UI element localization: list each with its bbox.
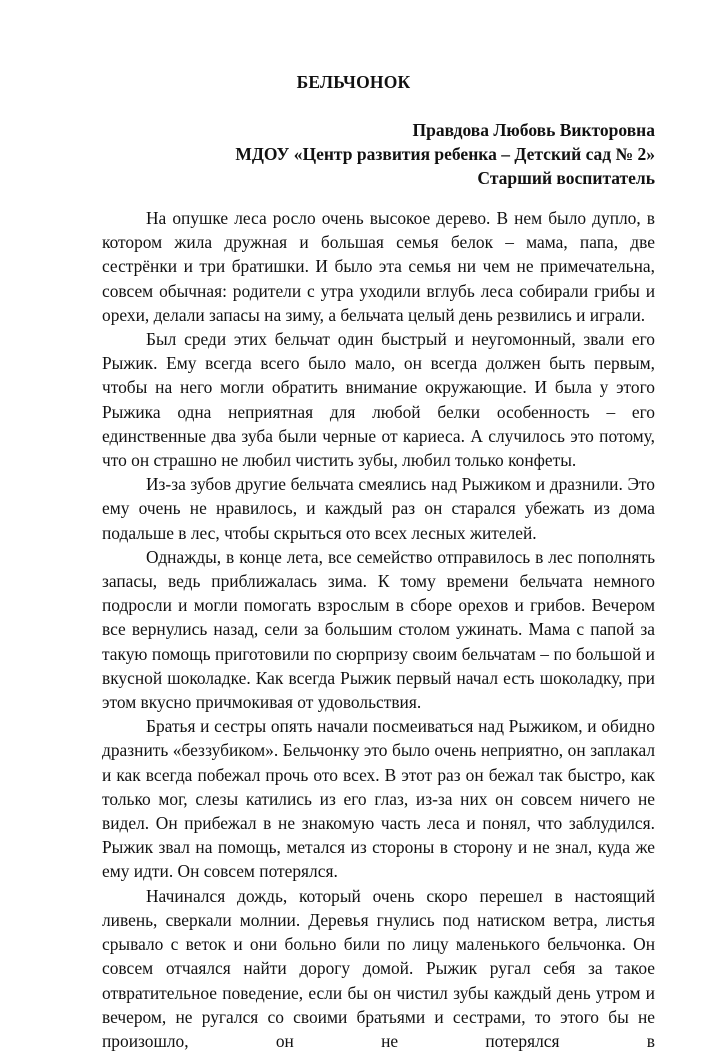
paragraph: Начинался дождь, который очень скоро перешел в настоящий ливень, сверкали молнии. Деревья гнулись под натиском ветра, листья срывало с веток и они больно били по лицу маленького бельчонка. Он совсем отчаялся найти дорогу домой. Рыжик ругал себя за такое отвратительное поведение, если бы он чистил зубы каждый день утром и вечером, не ругался со своими братьями и сестрами, то этого бы не произошло, он не потерялся в [102,885,655,1051]
author-name: Правдова Любовь Викторовна [412,120,655,140]
author-organization: МДОУ «Центр развития ребенка – Детский сад № 2» [235,144,655,164]
story-body [102,206,655,1053]
document-title: БЕЛЬЧОНОК [296,72,411,92]
paragraph: Братья и сестры опять начали посмеиваться над Рыжиком, и обидно дразнить «беззубиком». Бельчонку это было очень неприятно, он заплакал и как всегда побежал прочь ото всех. В этот раз он бежал так быстро, как только мог, слезы катились из его глаз, из-за них он совсем ничего не видел. Он прибежал в не знакомую часть леса и понял, что заблудился. Рыжик звал на помощь, метался из стороны в сторону и не знал, куда же ему идти. Он совсем потерялся. [102,716,655,882]
author-position: Старший воспитатель [477,168,655,188]
author-block [235,118,655,190]
paragraph: Однажды, в конце лета, все семейство отправилось в лес пополнять запасы, ведь приближалась зима. К тому времени бельчата немного подросли и могли помогать взрослым в сборе орехов и грибов. Вечером все вернулись назад, сели за большим столом ужинать. Мама с папой за такую помощь приготовили по сюрпризу своим бельчатам – по большой и вкусной шоколадке. Как всегда Рыжик первый начал есть шоколадку, при этом вкусно причмокивая от удовольствия. [102,546,655,713]
paragraph: Был среди этих бельчат один быстрый и неугомонный, звали его Рыжик. Ему всегда всего было мало, он всегда должен быть первым, чтобы на него могли обратить внимание окружающие. И была у этого Рыжика одна неприятная для любой белки особенность – его единственные два зуба были черные от кариеса. А случилось это потому, что он страшно не любил чистить зубы, любил только конфеты. [102,329,655,471]
paragraph: На опушке леса росло очень высокое дерево. В нем было дупло, в котором жила дружная и большая семья белок – мама, папа, две сестрёнки и три братишки. И было эта семья ни чем не примечательна, совсем обычная: родители с утра уходили вглубь леса собирали грибы и орехи, делали запасы на зиму, а бельчата целый день резвились и играли. [102,208,655,325]
paragraph: Из-за зубов другие бельчата смеялись над Рыжиком и дразнили. Это ему очень не нравилось, и каждый раз он старался убежать из дома подальше в лес, чтобы скрыться ото всех лесных жителей. [102,474,655,543]
